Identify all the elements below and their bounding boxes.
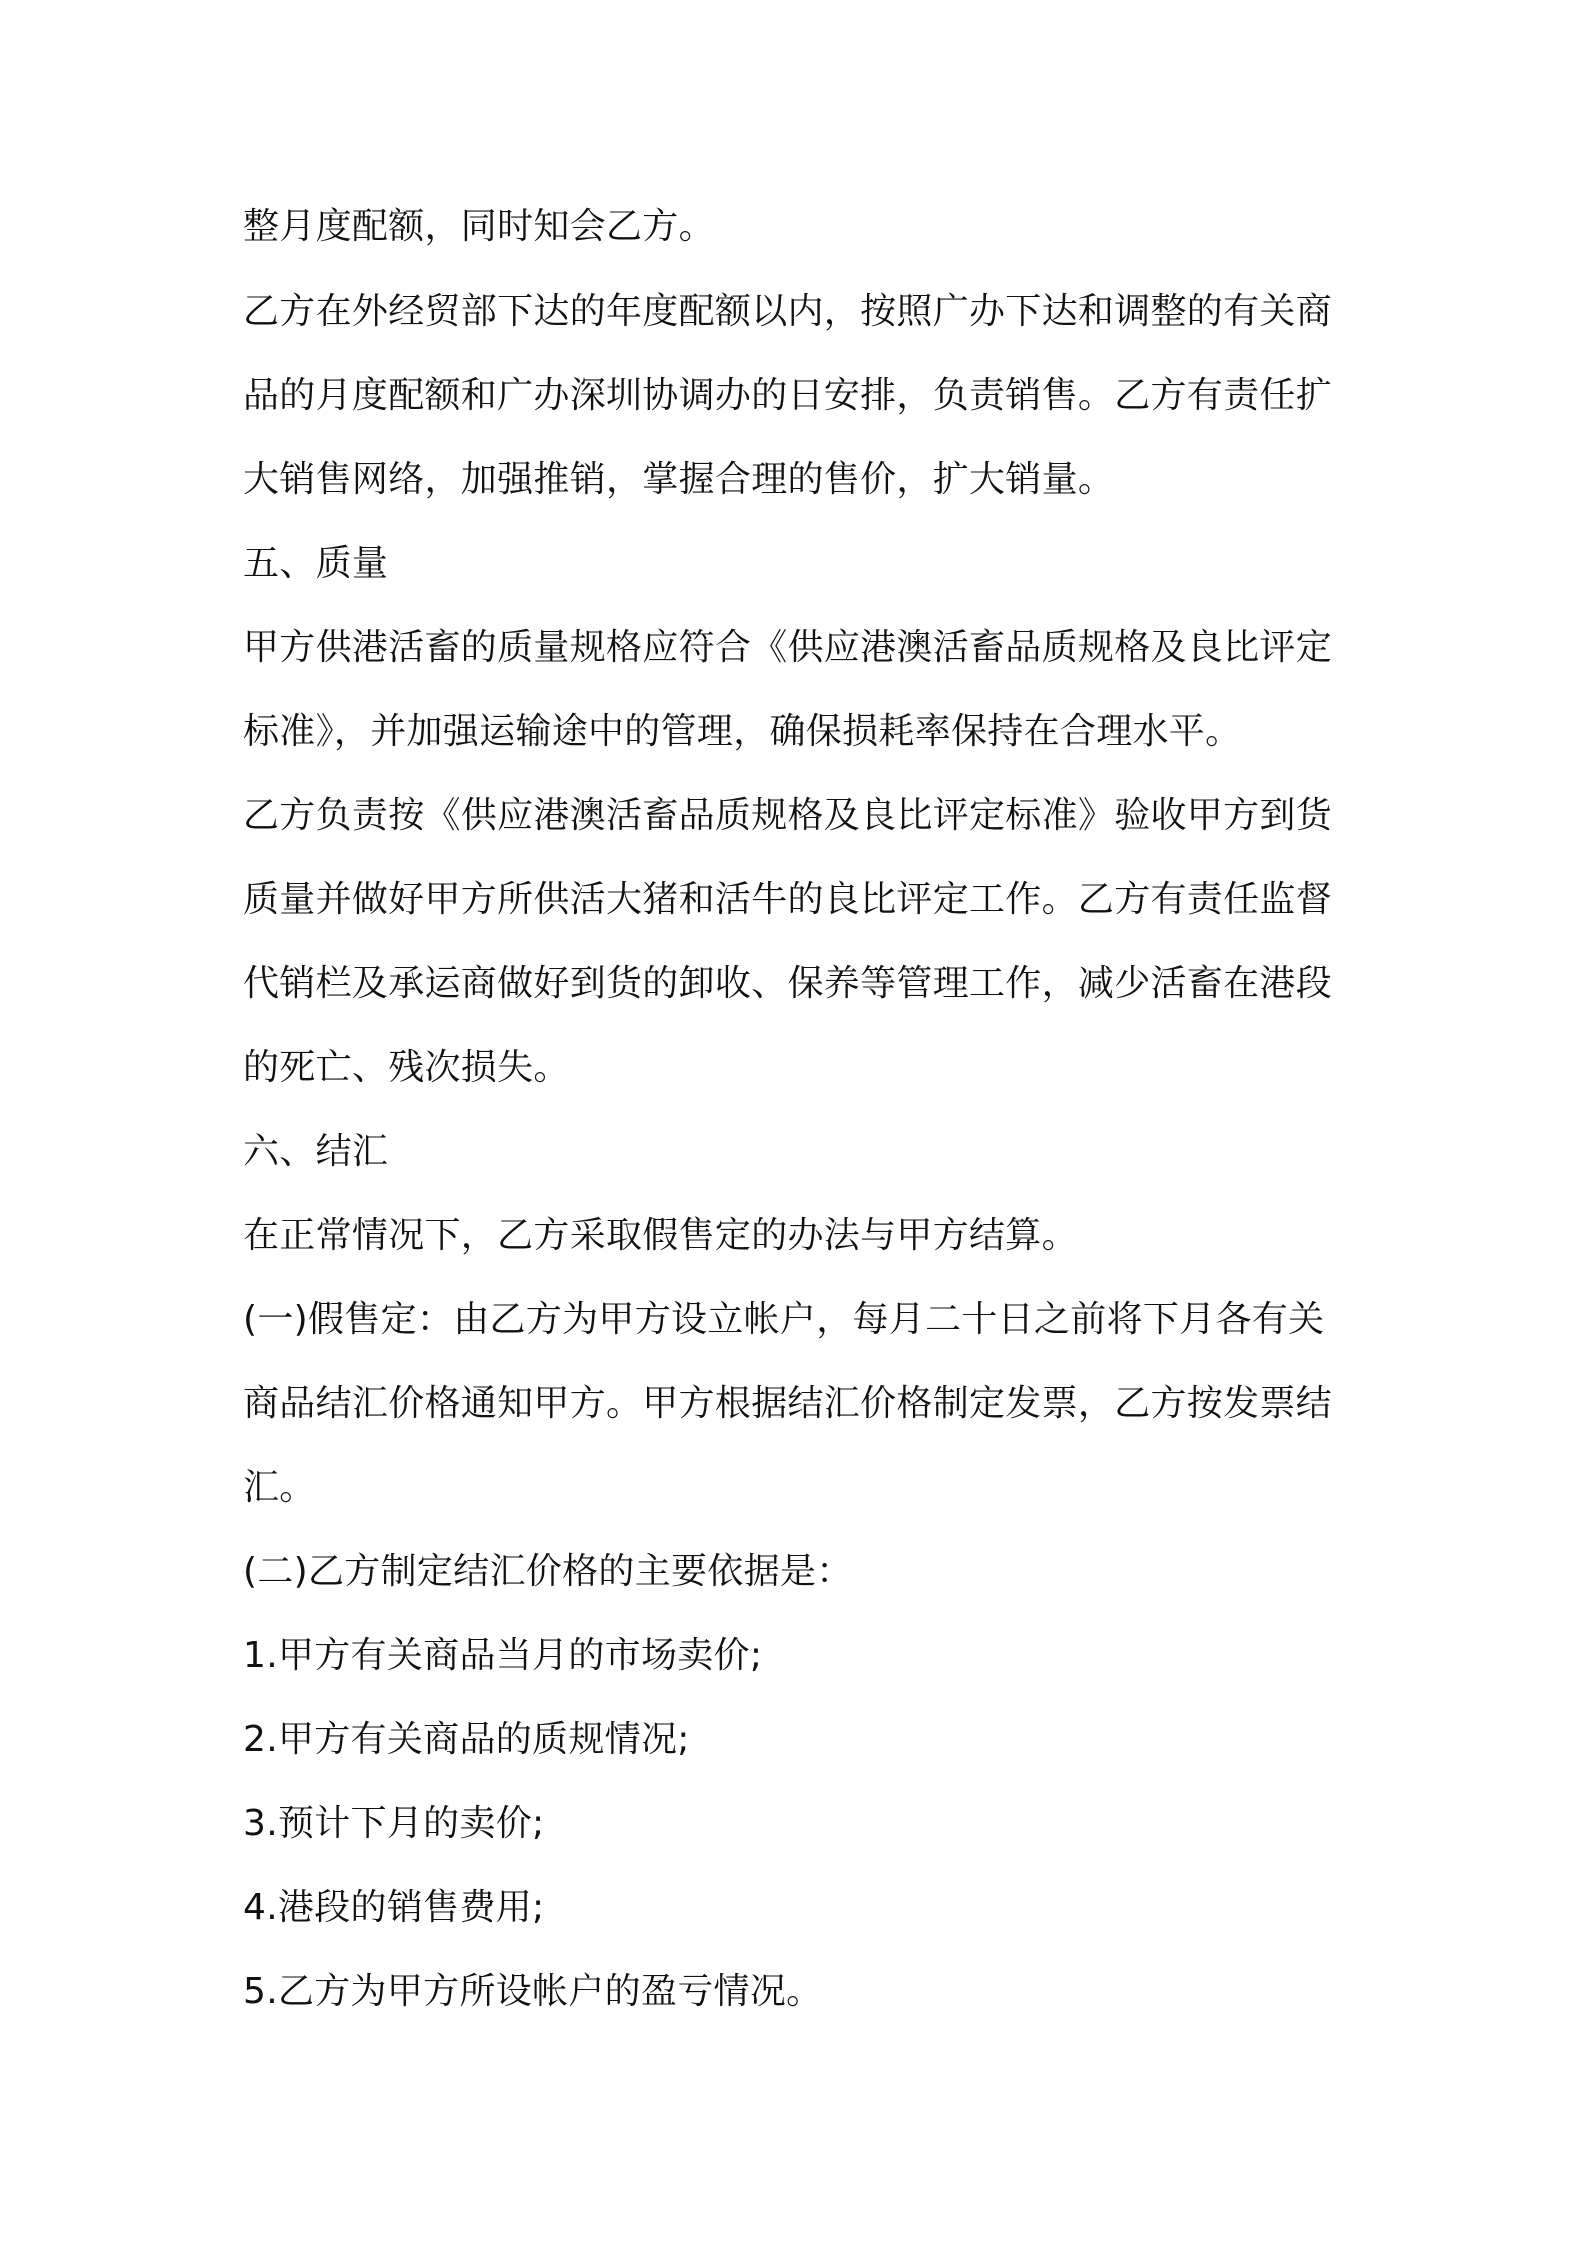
section-heading: 六、结汇 — [243, 1131, 389, 1172]
paragraph-line: (二)乙方制定结汇价格的主要依据是： — [243, 1551, 853, 1592]
paragraph-line: 的死亡、残次损失。 — [243, 1047, 570, 1088]
paragraph-line: (一)假售定：由乙方为甲方设立帐户，每月二十日之前将下月各有关 — [243, 1299, 1325, 1340]
paragraph-line: 品的月度配额和广办深圳协调办的日安排，负责销售。乙方有责任扩 — [243, 375, 1333, 416]
paragraph-line: 汇。 — [243, 1467, 316, 1508]
list-item: 5.乙方为甲方所设帐户的盈亏情况。 — [243, 1971, 823, 2012]
list-item: 3.预计下月的卖价; — [243, 1803, 545, 1844]
list-item: 1.甲方有关商品当月的市场卖价; — [243, 1635, 763, 1676]
paragraph-line: 代销栏及承运商做好到货的卸收、保养等管理工作，减少活畜在港段 — [243, 963, 1333, 1004]
paragraph-line: 甲方供港活畜的质量规格应符合《供应港澳活畜品质规格及良比评定 — [243, 627, 1333, 668]
list-item: 4.港段的销售费用; — [243, 1887, 545, 1928]
paragraph-line: 商品结汇价格通知甲方。甲方根据结汇价格制定发票，乙方按发票结 — [243, 1383, 1333, 1424]
paragraph-line: 乙方负责按《供应港澳活畜品质规格及良比评定标准》验收甲方到货 — [243, 795, 1333, 836]
paragraph-line: 大销售网络，加强推销，掌握合理的售价，扩大销量。 — [243, 459, 1115, 500]
paragraph-line: 整月度配额，同时知会乙方。 — [243, 206, 715, 247]
list-item: 2.甲方有关商品的质规情况; — [243, 1719, 690, 1760]
section-heading: 五、质量 — [243, 543, 389, 584]
paragraph-line: 乙方在外经贸部下达的年度配额以内，按照广办下达和调整的有关商 — [243, 291, 1333, 332]
paragraph-line: 在正常情况下，乙方采取假售定的办法与甲方结算。 — [243, 1215, 1078, 1256]
paragraph-line: 标准》，并加强运输途中的管理，确保损耗率保持在合理水平。 — [243, 711, 1242, 752]
paragraph-line: 质量并做好甲方所供活大猪和活牛的良比评定工作。乙方有责任监督 — [243, 879, 1333, 920]
